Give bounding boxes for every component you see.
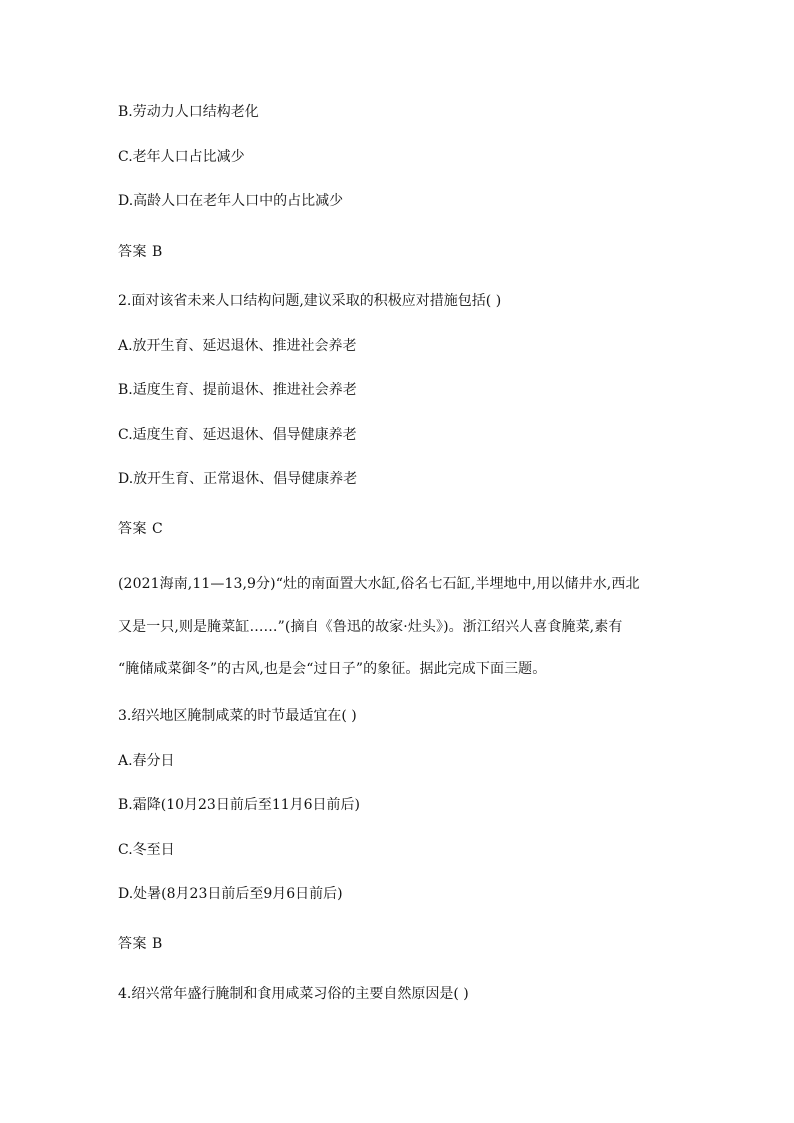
q1-option-b: B.劳动力人口结构老化 <box>118 104 259 120</box>
q1-answer: 答案 B <box>118 244 163 260</box>
q2-option-c: C.适度生育、延迟退休、倡导健康养老 <box>118 427 357 443</box>
q2-option-a: A.放开生育、延迟退休、推进社会养老 <box>118 338 357 354</box>
q1-option-d: D.高龄人口在老年人口中的占比减少 <box>118 193 344 209</box>
q3-option-b: B.霜降(10月23日前后至11月6日前后) <box>118 797 361 813</box>
q1-option-c: C.老年人口占比减少 <box>118 149 245 165</box>
q2-option-d: D.放开生育、正常退休、倡导健康养老 <box>118 471 358 487</box>
q3-answer: 答案 B <box>118 936 163 952</box>
intro-line-3: “腌储咸菜御冬”的古风,也是会“过日子”的象征。据此完成下面三题。 <box>118 661 547 677</box>
q3-option-d: D.处暑(8月23日前后至9月6日前后) <box>118 886 343 902</box>
q2-stem: 2.面对该省未来人口结构问题,建议采取的积极应对措施包括( ) <box>118 293 502 309</box>
q3-option-c: C.冬至日 <box>118 842 175 858</box>
q2-option-b: B.适度生育、提前退休、推进社会养老 <box>118 382 357 398</box>
q3-stem: 3.绍兴地区腌制咸菜的时节最适宜在( ) <box>118 708 357 724</box>
q4-stem: 4.绍兴常年盛行腌制和食用咸菜习俗的主要自然原因是( ) <box>118 986 469 1002</box>
q3-option-a: A.春分日 <box>118 753 175 769</box>
intro-line-1: (2021海南,11—13,9分)“灶的南面置大水缸,俗名七石缸,半埋地中,用以储井水,西北 <box>118 576 640 592</box>
q2-answer: 答案 C <box>118 521 164 537</box>
intro-line-2: 又是一只,则是腌菜缸……”(摘自《鲁迅的故家·灶头》)。浙江绍兴人喜食腌菜,素有 <box>118 619 623 635</box>
